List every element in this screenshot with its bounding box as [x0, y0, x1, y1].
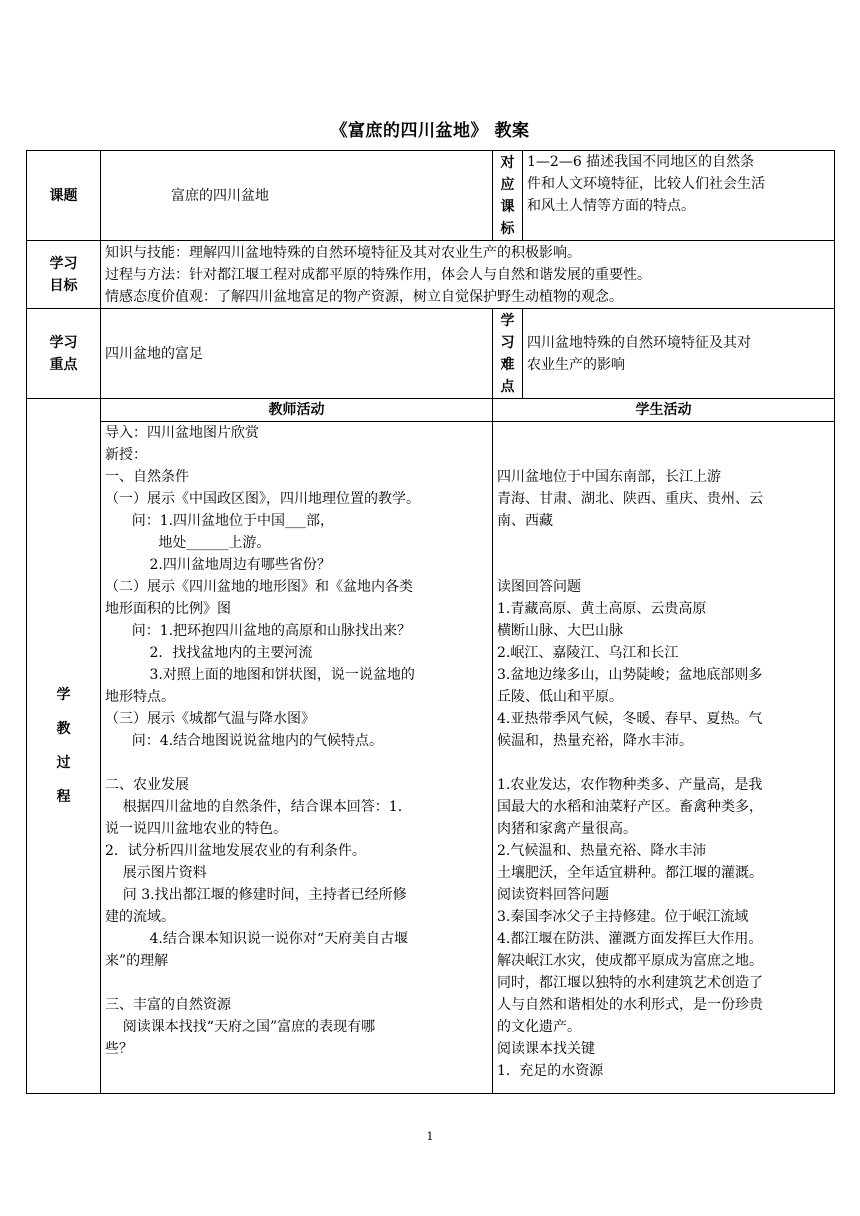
- teacher-line: 问：1.把环抱四川盆地的高原和山脉找出来？: [105, 623, 412, 639]
- student-line: 阅读课本找关键: [497, 1041, 595, 1057]
- student-line: 4.都江堰在防洪、灌溉方面发挥巨大作用。: [497, 931, 763, 947]
- student-line: 1.青藏高原、黄土高原、云贵高原: [497, 601, 707, 617]
- objectives-text: [101, 241, 835, 309]
- process-label-char: 程: [56, 789, 71, 805]
- teacher-line: （二）展示《四川盆地的地形图》和《盆地内各类: [105, 579, 413, 595]
- teacher-line: （一）展示《中国政区图》，四川地理位置的教学。: [105, 491, 420, 507]
- student-line: 4.亚热带季风气候，冬暖、春早、夏热。气: [497, 711, 763, 727]
- teacher-line: 建的流域。: [105, 909, 175, 925]
- student-line: 国最大的水稻和油菜籽产区。畜禽种类多，: [497, 799, 763, 815]
- teacher-line: 问：1.四川盆地位于中国___部，: [105, 513, 335, 529]
- standard-label: [493, 151, 523, 241]
- student-line: [497, 554, 830, 576]
- key-label-char: 重点: [49, 356, 78, 373]
- teacher-line: 二、农业发展: [105, 777, 189, 793]
- student-line: 土壤肥沃，全年适宜耕种。都江堰的灌溉。: [497, 865, 763, 881]
- topic-label: 课题: [27, 151, 101, 241]
- student-line: [497, 532, 830, 554]
- difficulty-text: [523, 309, 835, 399]
- teacher-line: 问 3.找出都江堰的修建时间，主持者已经所修: [105, 887, 407, 903]
- student-line: 解决岷江水灾，使成都平原成为富庶之地。: [497, 953, 763, 969]
- row-activity-headers: [27, 399, 835, 422]
- teacher-line: 地形特点。: [105, 689, 175, 705]
- student-line: 青海、甘肃、湖北、陕西、重庆、贵州、云: [497, 491, 763, 507]
- teacher-line: [105, 752, 488, 774]
- standard-line: 1—2—6 描述我国不同地区的自然条: [527, 154, 755, 170]
- lesson-plan-table: [26, 150, 835, 1094]
- teacher-activity-header: 教师活动: [101, 399, 493, 422]
- topic-value: 富庶的四川盆地: [101, 151, 493, 241]
- student-line: 人与自然和谐相处的水利形式，是一份珍贵: [497, 997, 763, 1013]
- standard-label-char: 应: [500, 176, 515, 193]
- student-line: 1.农业发达，农作物种类多、产量高，是我: [497, 777, 763, 793]
- student-line: 读图回答问题: [497, 579, 581, 595]
- process-label-char: 过: [56, 755, 71, 771]
- process-label: [27, 399, 101, 1094]
- teacher-line: 问：4.结合地图说说盆地内的气候特点。: [105, 733, 384, 749]
- page-number: 1: [426, 1130, 434, 1143]
- teacher-line: 2.四川盆地周边有哪些省份？: [105, 557, 331, 573]
- difficulty-label-char: 习: [500, 334, 515, 351]
- student-line: 1. 充足的水资源: [497, 1063, 604, 1079]
- teacher-line: 展示图片资料: [105, 865, 207, 881]
- student-line: 同时，都江堰以独特的水利建筑艺术创造了: [497, 975, 763, 991]
- teacher-line: 根据四川盆地的自然条件，结合课本回答：1.: [105, 799, 403, 815]
- teacher-line: 新授：: [105, 447, 147, 463]
- teacher-line: 阅读课本找找“天府之国”富庶的表现有哪: [105, 1019, 376, 1035]
- student-line: 肉猪和家禽产量很高。: [497, 821, 637, 837]
- key-label: [27, 309, 101, 399]
- student-line: [497, 422, 830, 444]
- difficulty-label-char: 难: [500, 356, 515, 373]
- process-label-char: 学: [56, 687, 71, 703]
- teacher-line: 些？: [105, 1041, 133, 1057]
- teacher-line: [105, 972, 488, 994]
- student-line: 3.秦国李冰父子主持修建。位于岷江流域: [497, 909, 749, 925]
- difficulty-label-char: 点: [500, 378, 515, 395]
- student-line: 横断山脉、大巴山脉: [497, 623, 623, 639]
- student-line: 候温和，热量充裕，降水丰沛。: [497, 733, 693, 749]
- teacher-line: 来”的理解: [105, 953, 169, 969]
- teacher-line: 地处______上游。: [105, 535, 271, 551]
- student-line: 2.岷江、嘉陵江、乌江和长江: [497, 645, 679, 661]
- teacher-line: [105, 1060, 488, 1082]
- objectives-label: [27, 241, 101, 309]
- teacher-line: 2．试分析四川盆地发展农业的有利条件。: [105, 843, 366, 859]
- standard-label-char: 课: [500, 198, 515, 215]
- standard-label-char: 标: [500, 220, 515, 237]
- teacher-line: 说一说四川盆地农业的特色。: [105, 821, 287, 837]
- difficulty-line: 四川盆地特殊的自然环境特征及其对: [527, 334, 751, 351]
- student-line: 南、西藏: [497, 513, 553, 529]
- student-line: 四川盆地位于中国东南部，长江上游: [497, 469, 721, 485]
- row-activities: [27, 422, 835, 1094]
- teacher-line: 导入：四川盆地图片欣赏: [105, 425, 259, 441]
- objectives-label-char: 学习: [49, 255, 78, 272]
- teacher-line: 地形面积的比例》图: [105, 601, 231, 617]
- process-label-char: 教: [56, 721, 71, 737]
- student-line: 阅读资料回答问题: [497, 887, 609, 903]
- student-activities: [493, 422, 835, 1094]
- student-line: 丘陵、低山和平原。: [497, 689, 623, 705]
- student-activity-header: 学生活动: [493, 399, 835, 422]
- document-title: 《富庶的四川盆地》 教案: [330, 121, 530, 141]
- student-line: 3.盆地边缘多山，山势陡峻；盆地底部则多: [497, 667, 763, 683]
- teacher-line: 4.结合课本知识说一说你对“天府美自古堰: [105, 931, 409, 947]
- standard-line: 件和人文环境特征，比较人们社会生活: [527, 176, 765, 192]
- row-key-points: [27, 309, 835, 399]
- difficulty-line: 农业生产的影响: [527, 356, 625, 373]
- student-line: 2.气候温和、热量充裕、降水丰沛: [497, 843, 707, 859]
- teacher-activities: [101, 422, 493, 1094]
- objective-line: 知识与技能：理解四川盆地特殊的自然环境特征及其对农业生产的积极影响。: [105, 244, 581, 261]
- standard-line: 和风土人情等方面的特点。: [527, 198, 695, 214]
- key-value: 四川盆地的富足: [101, 309, 493, 399]
- row-objectives: [27, 241, 835, 309]
- key-label-char: 学习: [49, 334, 78, 351]
- teacher-line: 一、自然条件: [105, 469, 189, 485]
- student-line: [497, 752, 830, 774]
- difficulty-label: [493, 309, 523, 399]
- teacher-line: 2．找找盆地内的主要河流: [105, 645, 313, 661]
- teacher-line: 3.对照上面的地图和饼状图，说一说盆地的: [105, 667, 415, 683]
- objective-line: 过程与方法：针对都江堰工程对成都平原的特殊作用，体会人与自然和谐发展的重要性。: [105, 266, 651, 283]
- objective-line: 情感态度价值观：了解四川盆地富足的物产资源，树立自觉保护野生动植物的观念。: [105, 288, 623, 305]
- objectives-label-char: 目标: [49, 277, 78, 294]
- teacher-line: 三、丰富的自然资源: [105, 997, 231, 1013]
- teacher-line: （三）展示《城都气温与降水图》: [105, 711, 315, 727]
- difficulty-label-char: 学: [500, 312, 515, 329]
- standard-text: [523, 151, 835, 241]
- student-line: 的文化遗产。: [497, 1019, 581, 1035]
- student-line: [497, 444, 830, 466]
- standard-label-char: 对: [500, 154, 515, 171]
- row-topic: [27, 151, 835, 241]
